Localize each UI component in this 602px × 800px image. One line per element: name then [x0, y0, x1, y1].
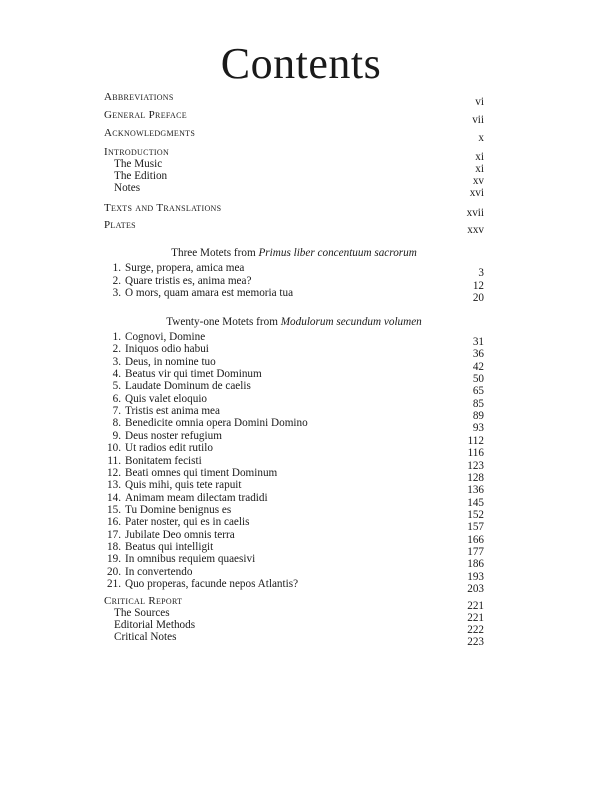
entry-label: O mors, quam amara est memoria tua	[125, 287, 294, 300]
entry-page-number: xvi	[469, 187, 484, 199]
entry-page-number: 166	[467, 533, 484, 546]
entry-label: Jubilate Deo omnis terra	[125, 528, 235, 541]
entry-page-number: 50	[472, 373, 484, 386]
entry-title	[106, 262, 244, 274]
entry-title	[106, 356, 216, 368]
entry-label: Tu Domine benignus es	[125, 503, 232, 516]
entry-number: 2.	[112, 274, 121, 287]
entry-number: 18.	[107, 540, 121, 553]
entry-title	[106, 405, 220, 417]
entry-page-number: 93	[472, 422, 484, 435]
entry-label: Pater noster, qui es in caelis	[125, 516, 250, 529]
entry-label: Cognovi, Domine	[125, 331, 206, 343]
entry-title	[106, 566, 192, 578]
entry-number: 3.	[112, 355, 121, 368]
toc-entry	[104, 631, 484, 648]
entry-page-number: 36	[472, 348, 484, 361]
entry-page-number: 221	[467, 612, 484, 624]
entry-page-number: 20	[472, 292, 484, 305]
section-heading-prefix: Twenty-one Motets from	[166, 316, 281, 328]
toc-entry	[104, 578, 484, 595]
entry-title	[106, 529, 235, 541]
entry-title	[106, 343, 209, 355]
entry-number: 20.	[107, 565, 121, 578]
toc-entry	[104, 219, 484, 236]
entry-title	[106, 380, 251, 392]
entry-number: 16.	[107, 516, 121, 529]
entry-title: The Sources	[114, 607, 170, 619]
section-heading	[104, 316, 484, 328]
entry-title	[106, 393, 207, 405]
entry-page-number: 116	[467, 447, 484, 460]
entry-label: Bonitatem fecisti	[125, 454, 202, 467]
entry-label: Deus, in nomine tuo	[125, 355, 216, 368]
entry-label: Beatus qui intelligit	[125, 540, 214, 553]
entry-page-number: xxv	[467, 224, 484, 236]
entry-title	[106, 287, 293, 299]
entry-title	[106, 553, 255, 565]
entry-page-number: 222	[467, 624, 484, 636]
entry-number: 19.	[107, 553, 121, 566]
entry-page-number: 177	[467, 545, 484, 558]
entry-label: Quo properas, facunde nepos Atlantis?	[125, 578, 299, 590]
entry-label: Quare tristis es, anima mea?	[125, 274, 252, 287]
entry-title	[106, 492, 268, 504]
entry-number: 4.	[112, 368, 121, 381]
entry-number: 1.	[112, 331, 121, 343]
entry-page-number: 65	[472, 385, 484, 398]
entry-title: Acknowledgments	[104, 127, 196, 139]
section-heading-prefix: Three Motets from	[171, 247, 259, 259]
entry-page-number: 31	[472, 336, 484, 348]
toc-entry	[104, 287, 484, 305]
entry-title: Introduction	[104, 146, 170, 158]
entry-number: 1.	[112, 262, 121, 274]
entry-label: Deus noster refugium	[125, 429, 222, 442]
entry-page-number: x	[478, 132, 484, 144]
entry-page-number: 152	[467, 508, 484, 521]
entry-label: Beatus vir qui timet Dominum	[125, 368, 262, 381]
entry-title	[106, 430, 222, 442]
entry-page-number: 193	[467, 570, 484, 583]
entry-page-number: 221	[467, 600, 484, 612]
entry-page-number: 136	[467, 484, 484, 497]
entry-title	[106, 504, 231, 516]
entry-page-number: 89	[472, 410, 484, 423]
entry-label: Quis valet eloquio	[125, 392, 208, 405]
entry-title: Critical Report	[104, 595, 183, 607]
entry-number: 10.	[107, 442, 121, 455]
section-heading	[104, 247, 484, 259]
entry-title: Abbreviations	[104, 91, 174, 103]
entry-number: 9.	[112, 429, 121, 442]
entry-number: 5.	[112, 380, 121, 393]
entry-number: 2.	[112, 343, 121, 356]
entry-page-number: 157	[467, 521, 484, 534]
entry-number: 11.	[107, 454, 121, 467]
entry-page-number: 12	[472, 279, 484, 292]
entry-title: Plates	[104, 219, 136, 231]
section-heading-title: Primus liber concentuum sacrorum	[258, 247, 417, 259]
entry-title	[106, 541, 213, 553]
entry-label: Surge, propera, amica mea	[125, 262, 245, 274]
toc-entry	[104, 202, 484, 219]
entry-page-number: 186	[467, 558, 484, 571]
entry-title	[106, 368, 262, 380]
entry-number: 7.	[112, 405, 121, 418]
entry-page-number: vii	[472, 114, 484, 126]
entry-label: In convertendo	[125, 565, 193, 578]
entry-number: 13.	[107, 479, 121, 492]
entry-number: 14.	[107, 491, 121, 504]
entry-label: Animam meam dilectam tradidi	[125, 491, 268, 504]
entry-page-number: 123	[467, 459, 484, 472]
entry-title: Texts and Translations	[104, 202, 222, 214]
entry-label: Tristis est anima mea	[125, 405, 220, 418]
entry-page-number: xi	[475, 163, 484, 175]
entry-label: Beati omnes qui timent Dominum	[125, 466, 278, 479]
entry-number: 6.	[112, 392, 121, 405]
entry-number: 15.	[107, 503, 121, 516]
entry-title	[106, 442, 213, 454]
entry-title	[106, 455, 202, 467]
entry-title	[106, 331, 205, 343]
page-title: Contents	[220, 39, 382, 88]
entry-label: Ut radios edit rutilo	[125, 442, 213, 455]
entry-number: 8.	[112, 417, 121, 430]
entry-page-number: 42	[472, 360, 484, 373]
entry-page-number: xv	[472, 175, 484, 187]
entry-title: Editorial Methods	[114, 619, 196, 631]
entry-number: 17.	[107, 528, 121, 541]
entry-title	[106, 275, 251, 287]
entry-label: Benedicite omnia opera Domini Domino	[125, 417, 308, 430]
entry-title: The Music	[114, 158, 163, 170]
entry-page-number: vi	[475, 96, 484, 108]
entry-page-number: 223	[467, 636, 484, 648]
entry-page-number: 3	[478, 267, 484, 279]
entry-label: Laudate Dominum de caelis	[125, 380, 251, 393]
toc-entry	[104, 91, 484, 108]
entry-page-number: 85	[472, 397, 484, 410]
entry-title	[106, 578, 298, 590]
entry-page-number: xi	[475, 151, 484, 163]
entry-label: In omnibus requiem quaesivi	[125, 553, 256, 566]
entry-number: 21.	[107, 578, 121, 590]
entry-number: 3.	[112, 287, 121, 300]
entry-page-number: 112	[467, 434, 484, 447]
entry-label: Quis mihi, quis tete rapuit	[125, 479, 242, 492]
entry-title	[106, 467, 277, 479]
entry-title: Notes	[114, 182, 141, 194]
toc-entry	[104, 182, 484, 199]
entry-title: Critical Notes	[114, 631, 177, 643]
section-heading-title: Modulorum secundum volumen	[280, 316, 422, 328]
entry-title: The Edition	[114, 170, 168, 182]
entry-page-number: 128	[467, 471, 484, 484]
toc-entry	[104, 109, 484, 126]
entry-title	[106, 516, 249, 528]
entry-label: Iniquos odio habui	[125, 343, 209, 356]
entry-page-number: 145	[467, 496, 484, 509]
entry-title	[106, 417, 308, 429]
entry-page-number: xvii	[466, 207, 484, 219]
toc-entry	[104, 127, 484, 144]
entry-number: 12.	[107, 466, 121, 479]
entry-page-number: 203	[467, 583, 484, 595]
entry-title: General Preface	[104, 109, 187, 121]
entry-title	[106, 479, 242, 491]
